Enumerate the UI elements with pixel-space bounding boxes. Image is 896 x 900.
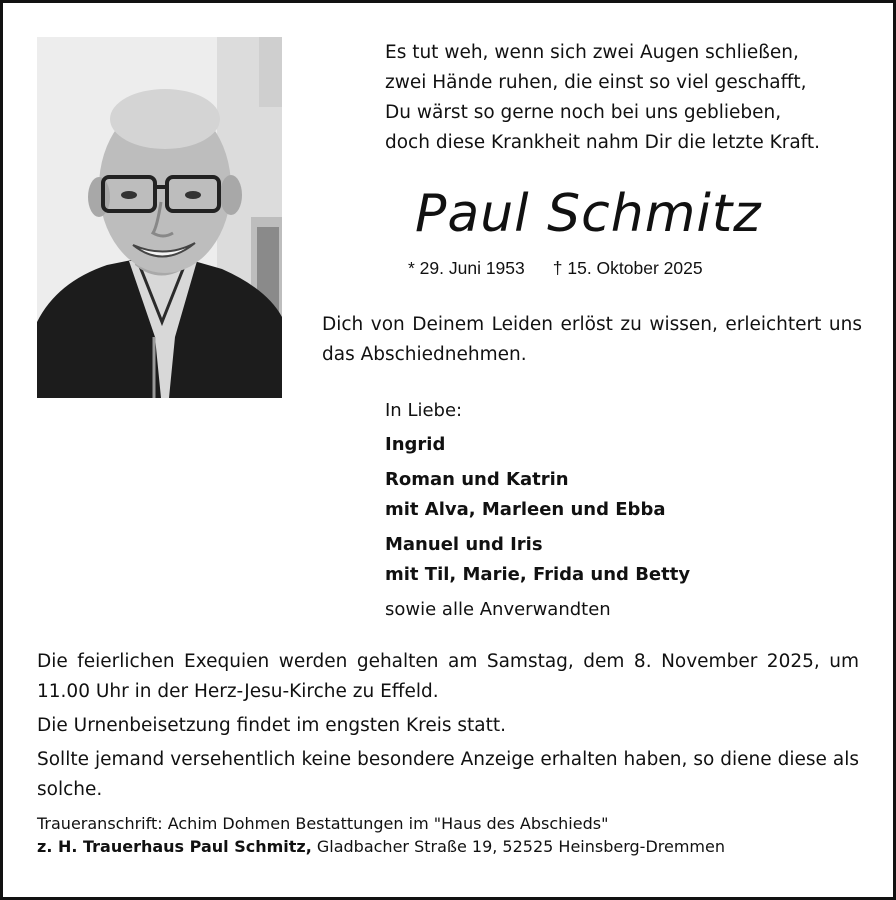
address-recipient: z. H. Trauerhaus Paul Schmitz, bbox=[37, 837, 312, 856]
family-member: mit Alva, Marleen und Ebba bbox=[385, 499, 666, 520]
family-intro: In Liebe: bbox=[385, 400, 463, 421]
birth-date: * 29. Juni 1953 bbox=[408, 258, 525, 278]
poem-line: zwei Hände ruhen, die einst so viel geschafft, bbox=[385, 72, 807, 93]
notice-text: Sollte jemand versehentlich keine besondere Anzeige erhalten haben, so diene diese als solche. bbox=[37, 749, 859, 800]
service-info bbox=[37, 647, 859, 809]
family-member: Manuel und Iris bbox=[385, 534, 543, 555]
poem-line: Du wärst so gerne noch bei uns geblieben, bbox=[385, 102, 782, 123]
poem-line: Es tut weh, wenn sich zwei Augen schließen, bbox=[385, 42, 799, 63]
family-group bbox=[385, 530, 805, 590]
family-group bbox=[385, 430, 805, 460]
mourning-address bbox=[37, 812, 859, 858]
family-closing: sowie alle Anverwandten bbox=[385, 599, 611, 620]
family-member: Ingrid bbox=[385, 434, 446, 455]
address-street: Gladbacher Straße 19, 52525 Heinsberg-Dremmen bbox=[311, 837, 725, 856]
death-date: † 15. Oktober 2025 bbox=[552, 258, 703, 278]
family-member: Roman und Katrin bbox=[385, 469, 569, 490]
address-line-2 bbox=[37, 835, 859, 858]
poem bbox=[385, 38, 865, 158]
family-section bbox=[385, 396, 805, 625]
portrait-illustration bbox=[37, 37, 282, 398]
exequies-text: Die feierlichen Exequien werden gehalten am Samstag, dem 8. November 2025, um 11.00 Uhr in der Herz-Jesu-Kirche zu Effeld. bbox=[37, 651, 859, 702]
urn-text: Die Urnenbeisetzung findet im engsten Kreis statt. bbox=[37, 715, 507, 736]
family-group bbox=[385, 465, 805, 525]
portrait-photo bbox=[37, 37, 282, 398]
life-dates bbox=[408, 258, 703, 279]
relief-text: Dich von Deinem Leiden erlöst zu wissen, erleichtert uns das Abschiednehmen. bbox=[322, 314, 862, 365]
deceased-name: Paul Schmitz bbox=[415, 184, 762, 244]
address-line-1: Traueranschrift: Achim Dohmen Bestattungen im "Haus des Abschieds" bbox=[37, 814, 609, 833]
poem-line: doch diese Krankheit nahm Dir die letzte Kraft. bbox=[385, 132, 821, 153]
family-member: mit Til, Marie, Frida und Betty bbox=[385, 564, 691, 585]
